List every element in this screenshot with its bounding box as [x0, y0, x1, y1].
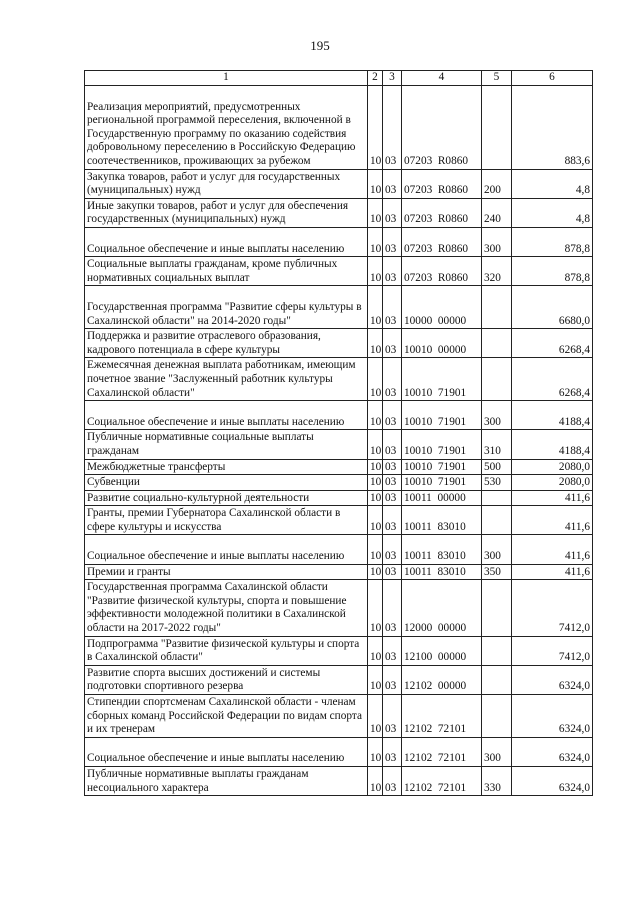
row-expense-type-cell: 300	[482, 535, 512, 564]
row-amount-cell: 411,6	[512, 535, 593, 564]
row-subsection-cell: 03	[383, 329, 402, 358]
table-row	[85, 430, 593, 459]
row-amount-cell: 411,6	[512, 564, 593, 580]
row-subsection-cell: 03	[383, 475, 402, 491]
row-amount-cell: 411,6	[512, 490, 593, 506]
row-section-cell: 10	[368, 695, 383, 738]
row-expense-type-cell	[482, 665, 512, 694]
table-row	[85, 459, 593, 475]
row-expense-type-cell: 200	[482, 169, 512, 198]
row-name-cell: Закупка товаров, работ и услуг для государственных (муниципальных) нужд	[85, 169, 368, 198]
page-number: 195	[310, 38, 330, 53]
table-row	[85, 506, 593, 535]
row-name-cell: Социальные выплаты гражданам, кроме публичных нормативных социальных выплат	[85, 257, 368, 286]
row-expense-type-cell: 300	[482, 227, 512, 256]
row-section-cell: 10	[368, 564, 383, 580]
row-section-cell: 10	[368, 227, 383, 256]
header-col-2: 2	[368, 71, 383, 86]
table-row	[85, 490, 593, 506]
row-expense-type-cell: 240	[482, 198, 512, 227]
row-name-cell: Поддержка и развитие отраслевого образования, кадрового потенциала в сфере культуры	[85, 329, 368, 358]
row-expense-type-cell: 300	[482, 737, 512, 766]
row-section-cell: 10	[368, 286, 383, 329]
row-name-cell: Стипендии спортсменам Сахалинской области - членам сборных команд Российской Федерации по видам спорта и их тренерам	[85, 695, 368, 738]
row-subsection-cell: 03	[383, 430, 402, 459]
row-expense-type-cell	[482, 506, 512, 535]
row-target-article-cell: 07203 R0860	[402, 169, 482, 198]
row-subsection-cell: 03	[383, 169, 402, 198]
row-subsection-cell: 03	[383, 580, 402, 636]
table-row	[85, 535, 593, 564]
row-target-article-cell: 10011 83010	[402, 564, 482, 580]
header-col-3: 3	[383, 71, 402, 86]
row-subsection-cell: 03	[383, 737, 402, 766]
row-expense-type-cell	[482, 358, 512, 401]
row-expense-type-cell: 310	[482, 430, 512, 459]
row-amount-cell: 4,8	[512, 169, 593, 198]
row-subsection-cell: 03	[383, 665, 402, 694]
row-section-cell: 10	[368, 475, 383, 491]
row-name-cell: Гранты, премии Губернатора Сахалинской области в сфере культуры и искусства	[85, 506, 368, 535]
table-row	[85, 286, 593, 329]
row-amount-cell: 6324,0	[512, 695, 593, 738]
row-target-article-cell: 10010 71901	[402, 430, 482, 459]
row-amount-cell: 6268,4	[512, 329, 593, 358]
table-row	[85, 169, 593, 198]
table-row	[85, 636, 593, 665]
header-col-5: 5	[482, 71, 512, 86]
table-body	[85, 86, 593, 796]
row-subsection-cell: 03	[383, 86, 402, 170]
row-target-article-cell: 10010 71901	[402, 459, 482, 475]
row-subsection-cell: 03	[383, 767, 402, 796]
row-name-cell: Ежемесячная денежная выплата работникам, имеющим почетное звание "Заслуженный работник культуры Сахалинской области"	[85, 358, 368, 401]
row-section-cell: 10	[368, 198, 383, 227]
row-amount-cell: 2080,0	[512, 475, 593, 491]
row-target-article-cell: 10000 00000	[402, 286, 482, 329]
row-section-cell: 10	[368, 737, 383, 766]
row-amount-cell: 4,8	[512, 198, 593, 227]
row-name-cell: Межбюджетные трансферты	[85, 459, 368, 475]
row-target-article-cell: 07203 R0860	[402, 257, 482, 286]
row-target-article-cell: 07203 R0860	[402, 198, 482, 227]
row-section-cell: 10	[368, 358, 383, 401]
row-name-cell: Социальное обеспечение и иные выплаты населению	[85, 535, 368, 564]
row-subsection-cell: 03	[383, 636, 402, 665]
header-col-1: 1	[85, 71, 368, 86]
row-expense-type-cell: 320	[482, 257, 512, 286]
table-row	[85, 86, 593, 170]
row-subsection-cell: 03	[383, 459, 402, 475]
row-amount-cell: 6324,0	[512, 665, 593, 694]
row-amount-cell: 878,8	[512, 227, 593, 256]
row-target-article-cell: 12102 00000	[402, 665, 482, 694]
row-target-article-cell: 07203 R0860	[402, 86, 482, 170]
row-amount-cell: 6680,0	[512, 286, 593, 329]
row-subsection-cell: 03	[383, 198, 402, 227]
row-target-article-cell: 12102 72101	[402, 695, 482, 738]
row-subsection-cell: 03	[383, 490, 402, 506]
row-section-cell: 10	[368, 329, 383, 358]
row-expense-type-cell: 530	[482, 475, 512, 491]
row-expense-type-cell	[482, 580, 512, 636]
row-subsection-cell: 03	[383, 227, 402, 256]
row-expense-type-cell	[482, 636, 512, 665]
header-col-4: 4	[402, 71, 482, 86]
row-expense-type-cell: 500	[482, 459, 512, 475]
row-amount-cell: 411,6	[512, 506, 593, 535]
row-amount-cell: 4188,4	[512, 430, 593, 459]
row-subsection-cell: 03	[383, 401, 402, 430]
table-row	[85, 580, 593, 636]
row-section-cell: 10	[368, 401, 383, 430]
row-target-article-cell: 10010 71901	[402, 475, 482, 491]
row-name-cell: Государственная программа Сахалинской области "Развитие физической культуры, спорта и повышение эффективности молодежной политики в Сахалинской области на 2017-2022 годы"	[85, 580, 368, 636]
table-row	[85, 401, 593, 430]
table-row	[85, 329, 593, 358]
row-target-article-cell: 10010 00000	[402, 329, 482, 358]
row-section-cell: 10	[368, 430, 383, 459]
row-section-cell: 10	[368, 767, 383, 796]
row-expense-type-cell	[482, 286, 512, 329]
table-row	[85, 475, 593, 491]
row-section-cell: 10	[368, 169, 383, 198]
row-name-cell: Государственная программа "Развитие сферы культуры в Сахалинской области" на 2014-2020 годы"	[85, 286, 368, 329]
table-row	[85, 737, 593, 766]
row-subsection-cell: 03	[383, 286, 402, 329]
row-amount-cell: 7412,0	[512, 580, 593, 636]
row-name-cell: Премии и гранты	[85, 564, 368, 580]
row-target-article-cell: 10010 71901	[402, 358, 482, 401]
row-target-article-cell: 12100 00000	[402, 636, 482, 665]
row-amount-cell: 883,6	[512, 86, 593, 170]
row-name-cell: Субвенции	[85, 475, 368, 491]
budget-table	[84, 70, 593, 796]
table-row	[85, 564, 593, 580]
row-subsection-cell: 03	[383, 695, 402, 738]
row-name-cell: Подпрограмма "Развитие физической культуры и спорта в Сахалинской области"	[85, 636, 368, 665]
row-subsection-cell: 03	[383, 257, 402, 286]
row-section-cell: 10	[368, 490, 383, 506]
row-section-cell: 10	[368, 459, 383, 475]
row-section-cell: 10	[368, 580, 383, 636]
row-subsection-cell: 03	[383, 535, 402, 564]
row-section-cell: 10	[368, 86, 383, 170]
row-target-article-cell: 12102 72101	[402, 767, 482, 796]
row-amount-cell: 7412,0	[512, 636, 593, 665]
row-subsection-cell: 03	[383, 358, 402, 401]
row-expense-type-cell	[482, 490, 512, 506]
row-amount-cell: 6324,0	[512, 767, 593, 796]
row-target-article-cell: 10011 00000	[402, 490, 482, 506]
row-amount-cell: 878,8	[512, 257, 593, 286]
row-amount-cell: 6324,0	[512, 737, 593, 766]
row-amount-cell: 2080,0	[512, 459, 593, 475]
row-section-cell: 10	[368, 506, 383, 535]
row-expense-type-cell	[482, 695, 512, 738]
row-name-cell: Публичные нормативные социальные выплаты гражданам	[85, 430, 368, 459]
row-name-cell: Социальное обеспечение и иные выплаты населению	[85, 737, 368, 766]
row-name-cell: Развитие социально-культурной деятельности	[85, 490, 368, 506]
row-name-cell: Иные закупки товаров, работ и услуг для обеспечения государственных (муниципальных) нужд	[85, 198, 368, 227]
table-row	[85, 198, 593, 227]
row-target-article-cell: 10010 71901	[402, 401, 482, 430]
table-header-row	[85, 71, 593, 86]
row-name-cell: Социальное обеспечение и иные выплаты населению	[85, 227, 368, 256]
table-row	[85, 257, 593, 286]
row-target-article-cell: 12000 00000	[402, 580, 482, 636]
row-section-cell: 10	[368, 636, 383, 665]
row-name-cell: Социальное обеспечение и иные выплаты населению	[85, 401, 368, 430]
table-row	[85, 767, 593, 796]
row-expense-type-cell	[482, 86, 512, 170]
table-row	[85, 227, 593, 256]
row-expense-type-cell: 350	[482, 564, 512, 580]
row-target-article-cell: 07203 R0860	[402, 227, 482, 256]
row-name-cell: Реализация мероприятий, предусмотренных региональной программой переселения, включенной в Государственную программу по оказанию содействия добровольному переселению в Российскую Федерацию соотечественников, проживающих за рубежом	[85, 86, 368, 170]
row-amount-cell: 6268,4	[512, 358, 593, 401]
row-subsection-cell: 03	[383, 506, 402, 535]
header-col-6: 6	[512, 71, 593, 86]
row-section-cell: 10	[368, 535, 383, 564]
row-expense-type-cell	[482, 329, 512, 358]
row-amount-cell: 4188,4	[512, 401, 593, 430]
row-target-article-cell: 10011 83010	[402, 506, 482, 535]
row-expense-type-cell: 330	[482, 767, 512, 796]
row-section-cell: 10	[368, 257, 383, 286]
table-row	[85, 358, 593, 401]
row-expense-type-cell: 300	[482, 401, 512, 430]
row-section-cell: 10	[368, 665, 383, 694]
row-subsection-cell: 03	[383, 564, 402, 580]
row-name-cell: Публичные нормативные выплаты гражданам несоциального характера	[85, 767, 368, 796]
table-row	[85, 665, 593, 694]
row-target-article-cell: 10011 83010	[402, 535, 482, 564]
row-target-article-cell: 12102 72101	[402, 737, 482, 766]
row-name-cell: Развитие спорта высших достижений и системы подготовки спортивного резерва	[85, 665, 368, 694]
table-row	[85, 695, 593, 738]
